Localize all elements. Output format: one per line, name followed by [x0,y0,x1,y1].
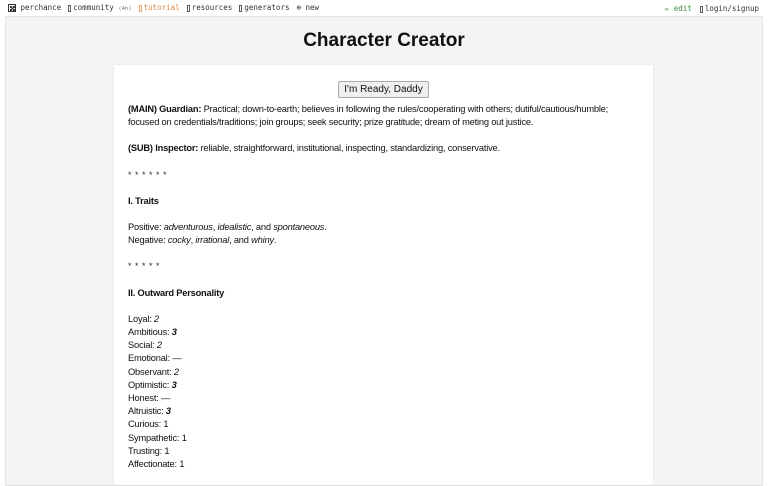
main-type-text: Practical; down-to-earth; believes in following the rules/cooperating with others; dutiful/cautious/humble; focused on credentials/traditions; join groups; seek security; prize gratitude; dream of meting out justice. [128,104,609,128]
attribute-name: Observant: [128,366,174,377]
trait: adventurous [163,222,213,233]
book-icon [139,5,142,12]
nav-new[interactable] [296,3,319,12]
nav-label: new [305,3,320,12]
attribute-value: 2 [154,313,159,324]
attribute-name: Loyal: [128,313,154,324]
trait: whiny [251,235,274,246]
attribute-row [128,313,640,326]
negative-label: Negative: [128,235,168,246]
heading-text: I. Traits [128,195,159,206]
positive-label: Positive: [128,222,164,233]
attribute-row [128,432,640,445]
chat-icon [68,5,71,12]
attribute-value: — [172,353,182,364]
attribute-name: Ambitious: [128,327,172,338]
heading-text: II. Outward Personality [128,287,225,298]
plus-circle-icon: ⊕ [296,3,301,12]
attribute-row [128,405,640,418]
trait: spontaneous [273,222,325,233]
page-title: Character Creator [303,30,465,51]
attribute-value: 2 [173,366,179,377]
sub-type-text: reliable, straightforward, institutional, inspecting, standardizing, conservative. [198,143,500,154]
attribute-row [128,392,640,405]
nav-generators[interactable] [239,3,289,12]
main-type-label: (MAIN) Guardian: [128,104,202,114]
attribute-name: Trusting: [128,445,165,456]
trait: irrational [195,235,230,246]
attribute-value: — [161,393,171,404]
main-type [128,103,640,129]
traits-list: Positive: adventurous, idealistic, and spontaneous. Negative: cocky, irrational, and whiny. [128,222,327,246]
attribute-list [128,313,640,471]
attribute-row [128,445,640,458]
nav-perchance[interactable] [8,3,61,12]
output-card [114,65,653,485]
perchance-logo-icon [8,4,16,12]
attribute-name: Sympathetic: [128,432,182,443]
box-icon [187,5,190,12]
pencil-icon: ✏ [664,4,670,13]
attribute-row [128,418,640,431]
attribute-value: 1 [181,432,187,443]
attribute-row [128,379,640,392]
trait: cocky [167,235,191,246]
attribute-row [128,366,640,379]
attribute-name: Emotional: [128,353,173,364]
nav-resources[interactable] [187,3,233,12]
box-icon [239,5,242,12]
outward-heading [128,287,640,300]
nav-community[interactable] [68,3,131,12]
attribute-value: 3 [171,379,177,390]
divider-stars: * * * * * * [128,169,168,180]
community-badge: (4h) [118,6,132,12]
character-output [128,103,640,471]
attribute-value: 2 [156,340,162,351]
trait: idealistic [217,222,252,233]
traits-heading [128,195,640,208]
nav-edit[interactable] [665,4,692,13]
attribute-name: Curious: [128,419,164,430]
nav-label: login/signup [704,4,759,13]
nav-label: tutorial [143,3,180,12]
nav-label: generators [244,3,290,12]
attribute-name: Altruistic: [128,406,166,417]
divider-stars: * * * * * [128,261,161,272]
attribute-name: Honest: [128,393,162,404]
attribute-name: Affectionate: [128,459,180,470]
attribute-row [128,326,640,339]
attribute-value: 3 [165,406,171,417]
user-icon [700,6,703,13]
attribute-name: Social: [128,340,157,351]
nav-label: perchance [20,3,62,12]
top-nav [0,0,768,16]
attribute-row [128,352,640,365]
attribute-row [128,339,640,352]
attribute-value: 1 [163,419,169,430]
attribute-value: 3 [171,327,177,338]
attribute-value: 1 [164,445,170,456]
sub-type-label: (SUB) Inspector: [128,143,199,154]
sub-type [128,142,640,155]
attribute-row [128,458,640,471]
attribute-name: Optimistic: [128,379,172,390]
nav-login[interactable] [700,4,759,13]
nav-label: edit [673,4,692,13]
nav-label: resources [191,3,233,12]
generate-button[interactable]: I'm Ready, Daddy [338,81,428,98]
nav-label: community [73,3,114,12]
attribute-value: 1 [179,459,185,470]
nav-tutorial[interactable] [139,3,180,12]
